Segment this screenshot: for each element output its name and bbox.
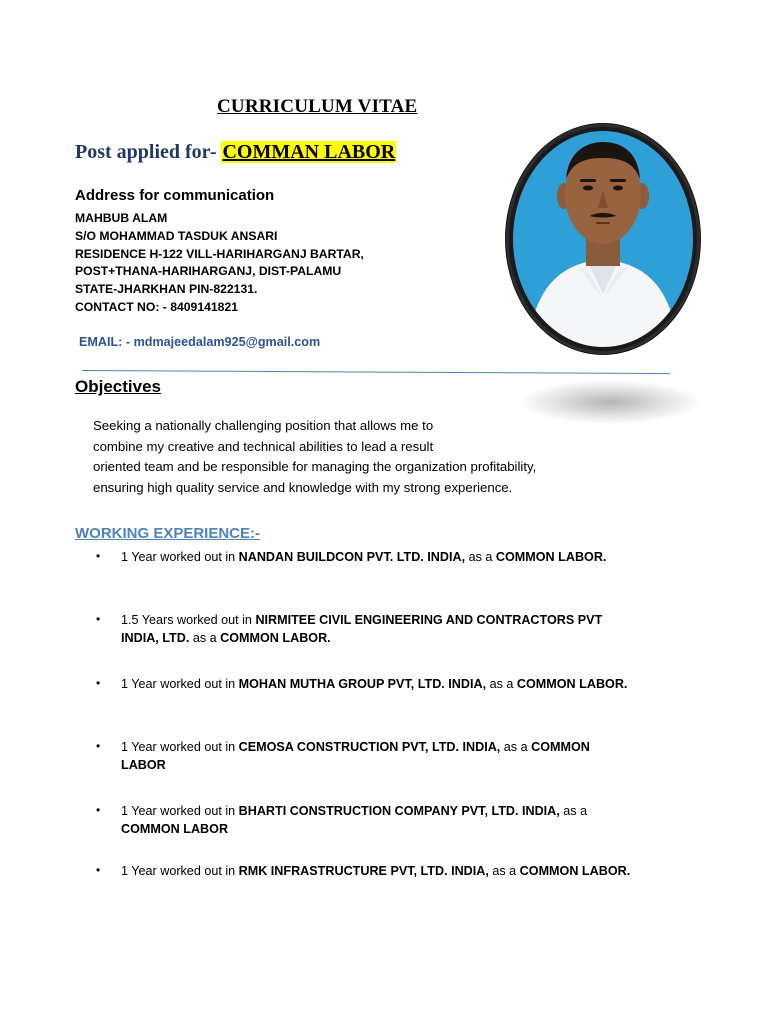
experience-text: 1 Year worked out in CEMOSA CONSTRUCTION PVT, LTD. INDIA, as a COMMON LABOR <box>121 740 590 772</box>
cv-title: CURRICULUM VITAE <box>217 96 418 117</box>
address-heading: Address for communication <box>75 187 275 204</box>
divider <box>82 370 670 374</box>
objectives-heading: Objectives <box>75 377 161 396</box>
email-line[interactable]: EMAIL: - mdmajeedalam925@gmail.com <box>79 335 321 349</box>
experience-text: 1.5 Years worked out in NIRMITEE CIVIL ENGINEERING AND CONTRACTORS PVT INDIA, LTD. as a COMMON LABOR. <box>121 613 603 645</box>
experience-text: 1 Year worked out in MOHAN MUTHA GROUP PVT, LTD. INDIA, as a COMMON LABOR. <box>121 677 628 691</box>
address-post: POST+THANA-HARIHARGANJ, DIST-PALAMU <box>75 264 342 279</box>
bullet-icon: • <box>96 676 101 690</box>
experience-text: 1 Year worked out in BHARTI CONSTRUCTION COMPANY PVT, LTD. INDIA, as a COMMON LABOR <box>121 804 588 836</box>
objectives-line: Seeking a nationally challenging position that allows me to <box>93 418 434 433</box>
objectives-line: oriented team and be responsible for managing the organization profitability, <box>93 459 537 474</box>
post-applied-value: COMMAN LABOR <box>222 141 396 163</box>
experience-text: 1 Year worked out in RMK INFRASTRUCTURE PVT, LTD. INDIA, as a COMMON LABOR. <box>121 864 631 878</box>
post-applied-label: Post applied for- <box>75 141 222 163</box>
profile-photo <box>506 124 700 354</box>
bullet-icon: • <box>96 803 101 817</box>
address-state: STATE-JHARKHAN PIN-822131. <box>75 282 258 297</box>
address-block <box>75 210 364 317</box>
address-father: S/O MOHAMMAD TASDUK ANSARI <box>75 228 278 243</box>
experience-text: 1 Year worked out in NANDAN BUILDCON PVT. LTD. INDIA, as a COMMON LABOR. <box>121 550 607 564</box>
bullet-icon: • <box>96 612 101 626</box>
objectives-text <box>93 416 536 498</box>
address-contact: CONTACT NO: - 8409141821 <box>75 299 239 314</box>
post-applied <box>75 141 396 164</box>
objectives-line: combine my creative and technical abilities to lead a result <box>93 438 434 454</box>
bullet-icon: • <box>96 863 101 877</box>
address-name: MAHBUB ALAM <box>75 211 168 225</box>
photo-shadow <box>520 380 700 424</box>
working-experience-heading: WORKING EXPERIENCE:- <box>75 525 261 542</box>
bullet-icon: • <box>96 739 101 753</box>
objectives-line: ensuring high quality service and knowledge with my strong experience. <box>93 479 513 495</box>
bullet-icon: • <box>96 549 101 563</box>
address-residence: RESIDENCE H-122 VILL-HARIHARGANJ BARTAR, <box>75 246 364 261</box>
